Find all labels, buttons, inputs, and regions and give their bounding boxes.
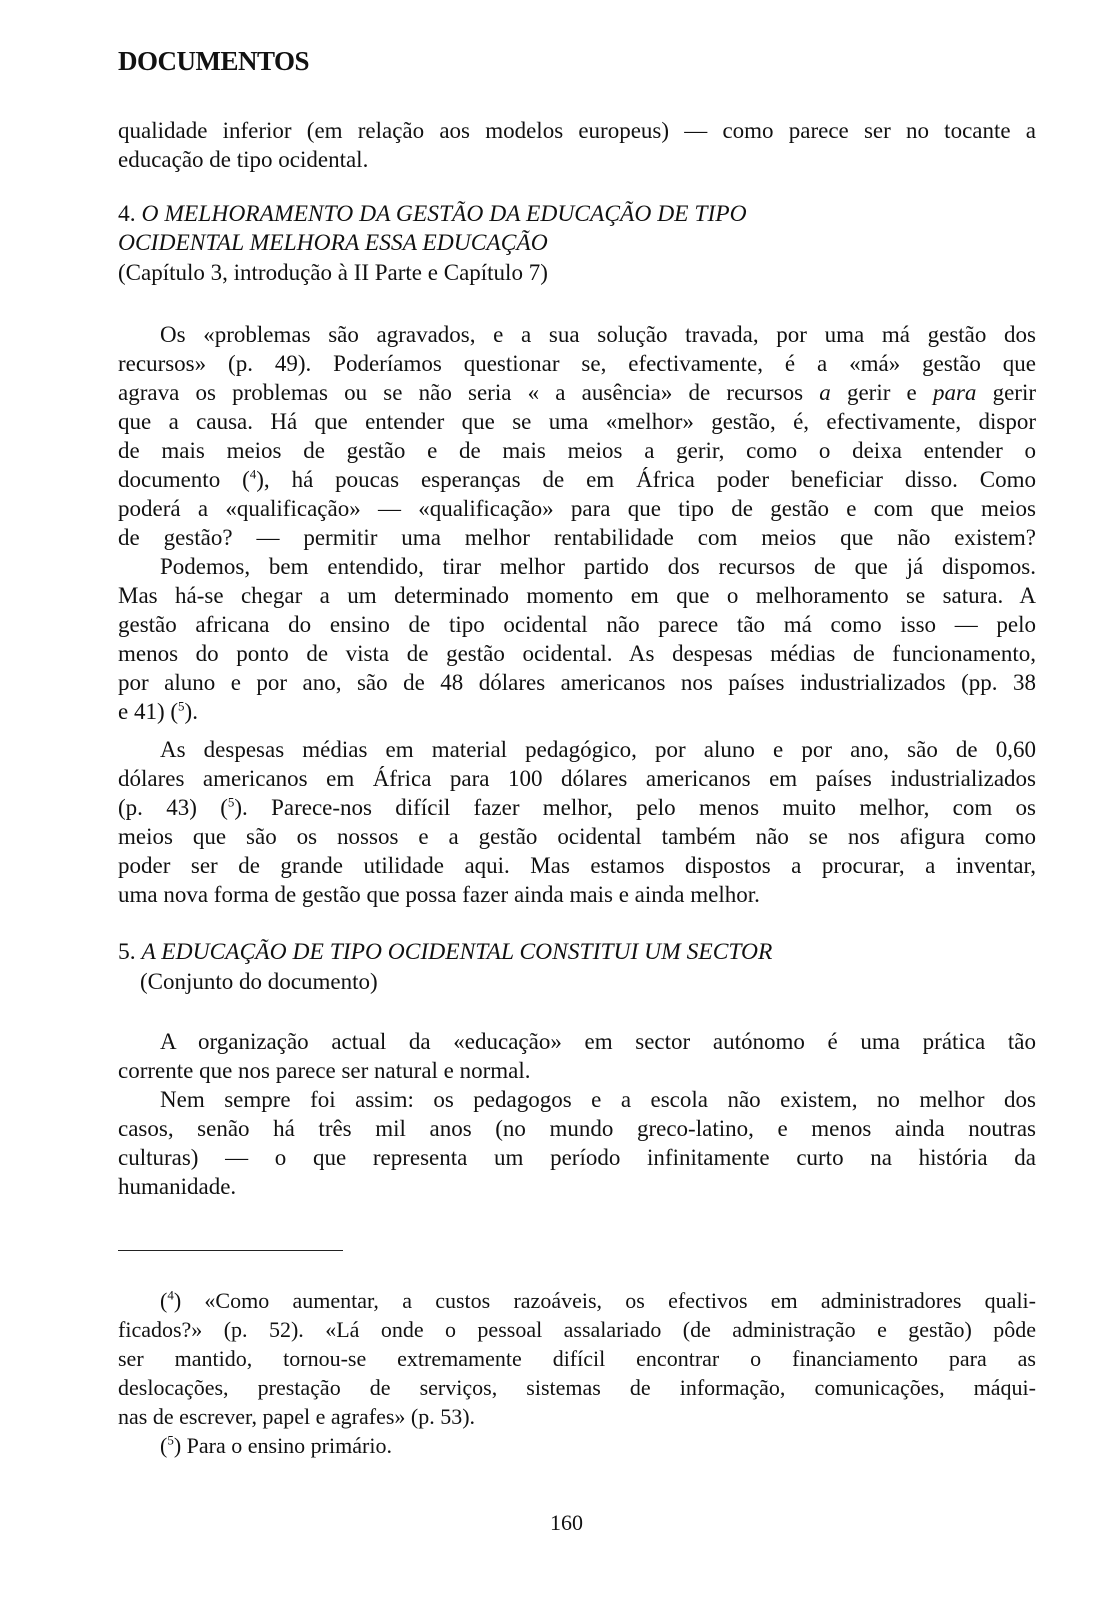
- paragraph-line: Mas há-se chegar a um determinado momento em que o melhoramento se satura. A: [118, 583, 1036, 608]
- section-title: A EDUCAÇÃO DE TIPO OCIDENTAL CONSTITUI UM SECTOR: [141, 939, 773, 965]
- section-number: 5.: [118, 939, 136, 965]
- section-4-heading: [118, 200, 1036, 229]
- paragraph-line: A organização actual da «educação» em sector autónomo é uma prática tão: [160, 1029, 1036, 1054]
- paragraph-line: recursos» (p. 49). Poderíamos questionar se, efectivamente, é a «má» gestão que: [118, 351, 1036, 376]
- paragraph-line: por aluno e por ano, são de 48 dólares americanos nos países industrializados (pp. 38: [118, 670, 1036, 695]
- paragraph-line: poder ser de grande utilidade aqui. Mas estamos dispostos a procurar, a inventar,: [118, 853, 1036, 878]
- footnote-ref-5[interactable]: 5: [178, 698, 185, 714]
- section-reference: (Conjunto do documento): [140, 969, 378, 994]
- paragraph-line: culturas) — o que representa um período infinitamente curto na história da: [118, 1145, 1036, 1170]
- footnote-ref-5[interactable]: 5: [227, 794, 235, 810]
- paragraph-line: e 41) ($^5$).: [118, 698, 198, 724]
- paragraph-line: Nem sempre foi assim: os pedagogos e a escola não existem, no melhor dos: [160, 1087, 1036, 1112]
- paragraph-line: menos do ponto de vista de gestão ocidental. As despesas médias de funcionamento,: [118, 641, 1036, 666]
- footnote-line: nas de escrever, papel e agrafes» (p. 53).: [118, 1404, 476, 1429]
- paragraph-line: poderá a «qualificação» — «qualificação» para que tipo de gestão e com que meios: [118, 496, 1036, 521]
- section-4-heading-cont: [118, 229, 1036, 258]
- paragraph-line: de gestão? — permitir uma melhor rentabilidade com meios que não existem?: [118, 525, 1036, 550]
- footnote-line: ser mantido, tornou-se extremamente difícil encontrar o financiamento para as: [118, 1346, 1036, 1371]
- footnote-4: ($^4$) «Como aumentar, a custos razoáveis, os efectivos em administradores quali-: [160, 1287, 1036, 1313]
- section-title: O MELHORAMENTO DA GESTÃO DA EDUCAÇÃO DE TIPO: [141, 201, 747, 227]
- paragraph-line: casos, senão há três mil anos (no mundo greco-latino, e menos ainda noutras: [118, 1116, 1036, 1141]
- paragraph-line: As despesas médias em material pedagógico, por aluno e por ano, são de 0,60: [160, 737, 1036, 762]
- paragraph-line: que a causa. Há que entender que se uma «melhor» gestão, é, efectivamente, dispor: [118, 409, 1036, 434]
- section-number: 4.: [118, 201, 136, 227]
- paragraph-line: (p. 43) ($^5$). Parece-nos difícil fazer melhor, pelo menos muito melhor, com os: [118, 794, 1036, 820]
- footnote-divider: [118, 1250, 343, 1251]
- paragraph-line: meios que são os nossos e a gestão ocidental também não se nos afigura como: [118, 824, 1036, 849]
- paragraph-line: Os «problemas são agravados, e a sua solução travada, por uma má gestão dos: [160, 322, 1036, 347]
- paragraph-line: humanidade.: [118, 1174, 237, 1199]
- section-5-heading: [118, 938, 1036, 967]
- paragraph-line: qualidade inferior (em relação aos modelos europeus) — como parece ser no tocante a: [118, 118, 1036, 143]
- section-reference: (Capítulo 3, introdução à II Parte e Capítulo 7): [118, 260, 548, 285]
- paragraph-line: dólares americanos em África para 100 dólares americanos em países industrializados: [118, 766, 1036, 791]
- section-title: OCIDENTAL MELHORA ESSA EDUCAÇÃO: [118, 230, 548, 256]
- footnote-ref-4[interactable]: 4: [249, 466, 257, 482]
- running-head: DOCUMENTOS: [118, 46, 310, 76]
- footnote-line: deslocações, prestação de serviços, sistemas de informação, comunicações, máqui-: [118, 1375, 1036, 1400]
- paragraph-line: uma nova forma de gestão que possa fazer ainda mais e ainda melhor.: [118, 882, 760, 907]
- footnote-5: ($^5$) Para o ensino primário.: [160, 1432, 392, 1458]
- paragraph-line: documento ($^4$), há poucas esperanças de em África poder beneficiar disso. Como: [118, 466, 1036, 492]
- paragraph-line: de mais meios de gestão e de mais meios a gerir, como o deixa entender o: [118, 438, 1036, 463]
- paragraph-line: Podemos, bem entendido, tirar melhor partido dos recursos de que já dispomos.: [160, 554, 1036, 579]
- paragraph-line: gestão africana do ensino de tipo ocidental não parece tão má como isso — pelo: [118, 612, 1036, 637]
- footnote-line: ficados?» (p. 52). «Lá onde o pessoal assalariado (de administração e gestão) pôde: [118, 1317, 1036, 1342]
- paragraph-line: agrava os problemas ou se não seria « a ausência» de recursos a gerir e para gerir: [118, 380, 1037, 405]
- paragraph-line: educação de tipo ocidental.: [118, 147, 369, 172]
- paragraph-line: corrente que nos parece ser natural e normal.: [118, 1058, 531, 1083]
- page-number: 160: [550, 1510, 583, 1535]
